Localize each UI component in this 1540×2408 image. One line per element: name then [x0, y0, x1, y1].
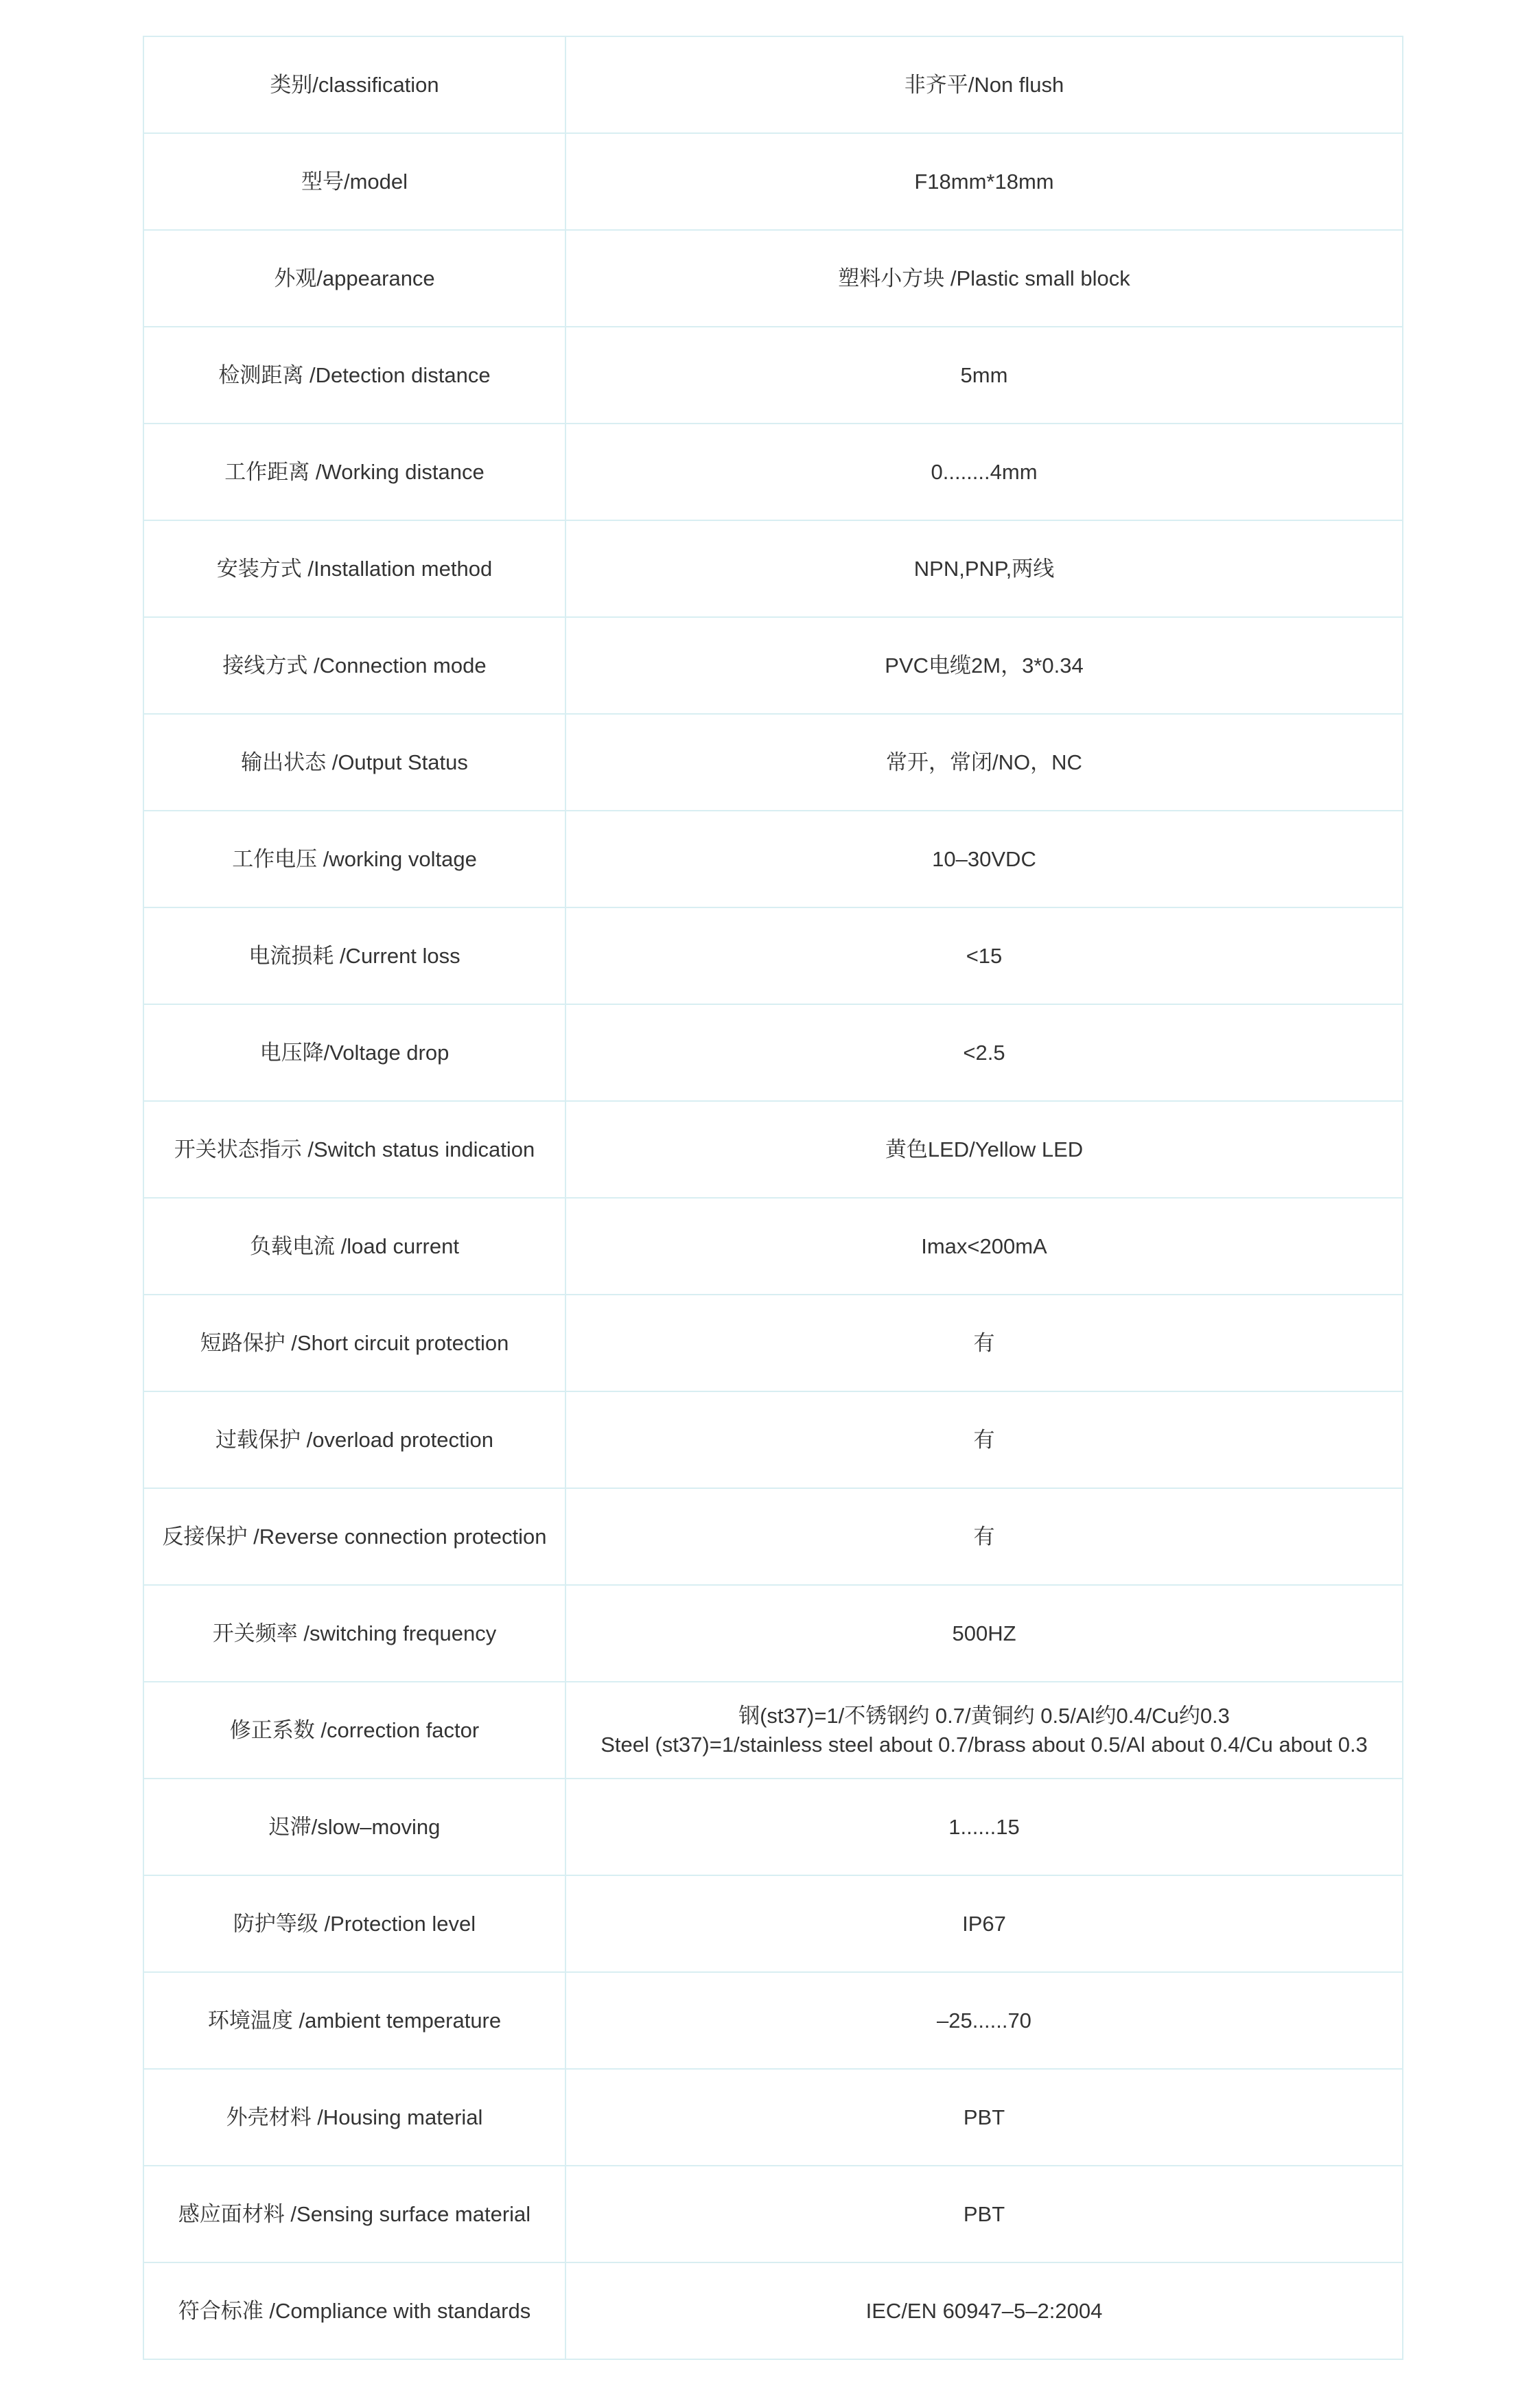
spec-value: <15 [565, 907, 1403, 1004]
table-row [143, 1779, 1403, 1875]
spec-label: 过载保护 /overload protection [143, 1391, 565, 1488]
spec-value-multiline [565, 1682, 1403, 1779]
spec-label: 安装方式 /Installation method [143, 520, 565, 617]
spec-label: 感应面材料 /Sensing surface material [143, 2166, 565, 2262]
spec-value: 有 [565, 1488, 1403, 1585]
spec-value: IEC/EN 60947–5–2:2004 [565, 2262, 1403, 2359]
spec-value-line-zh: 钢(st37)=1/不锈钢约 0.7/黄铜约 0.5/Al约0.4/Cu约0.3 [738, 1703, 1230, 1728]
spec-label: 符合标准 /Compliance with standards [143, 2262, 565, 2359]
spec-label: 输出状态 /Output Status [143, 714, 565, 811]
table-row [143, 2262, 1403, 2359]
spec-label: 接线方式 /Connection mode [143, 617, 565, 714]
spec-value: PBT [565, 2069, 1403, 2166]
spec-label: 负载电流 /load current [143, 1198, 565, 1295]
spec-value: IP67 [565, 1875, 1403, 1972]
table-row [143, 617, 1403, 714]
spec-label: 环境温度 /ambient temperature [143, 1972, 565, 2069]
spec-value: 有 [565, 1295, 1403, 1391]
spec-value: –25......70 [565, 1972, 1403, 2069]
spec-value: PBT [565, 2166, 1403, 2262]
spec-label: 电压降/Voltage drop [143, 1004, 565, 1101]
spec-value: 5mm [565, 327, 1403, 424]
spec-value: PVC电缆2M，3*0.34 [565, 617, 1403, 714]
spec-label: 类别/classification [143, 36, 565, 133]
spec-value: 1......15 [565, 1779, 1403, 1875]
spec-value: 常开，常闭/NO，NC [565, 714, 1403, 811]
spec-label: 电流损耗 /Current loss [143, 907, 565, 1004]
spec-label: 开关频率 /switching frequency [143, 1585, 565, 1682]
spec-label: 外壳材料 /Housing material [143, 2069, 565, 2166]
spec-table [143, 36, 1403, 2360]
table-row [143, 2069, 1403, 2166]
spec-label: 外观/appearance [143, 230, 565, 327]
spec-label: 型号/model [143, 133, 565, 230]
table-row [143, 1488, 1403, 1585]
table-row [143, 1004, 1403, 1101]
spec-value-line-en: Steel (st37)=1/stainless steel about 0.7/brass about 0.5/Al about 0.4/Cu about 0.3 [600, 1732, 1368, 1757]
table-row [143, 1295, 1403, 1391]
spec-label: 防护等级 /Protection level [143, 1875, 565, 1972]
table-row [143, 424, 1403, 520]
spec-value: 非齐平/Non flush [565, 36, 1403, 133]
spec-value: 10–30VDC [565, 811, 1403, 907]
spec-label: 检测距离 /Detection distance [143, 327, 565, 424]
table-row [143, 1391, 1403, 1488]
table-row [143, 1101, 1403, 1198]
table-row [143, 811, 1403, 907]
spec-label: 工作距离 /Working distance [143, 424, 565, 520]
spec-table-body [143, 36, 1403, 2359]
spec-label: 迟滞/slow–moving [143, 1779, 565, 1875]
table-row [143, 907, 1403, 1004]
spec-value: 塑料小方块 /Plastic small block [565, 230, 1403, 327]
spec-value: 黄色LED/Yellow LED [565, 1101, 1403, 1198]
table-row [143, 520, 1403, 617]
table-row [143, 1585, 1403, 1682]
spec-value: 0........4mm [565, 424, 1403, 520]
table-row [143, 133, 1403, 230]
table-row [143, 714, 1403, 811]
spec-label: 工作电压 /working voltage [143, 811, 565, 907]
spec-value: 500HZ [565, 1585, 1403, 1682]
table-row [143, 1198, 1403, 1295]
spec-value: F18mm*18mm [565, 133, 1403, 230]
spec-label: 开关状态指示 /Switch status indication [143, 1101, 565, 1198]
table-row [143, 327, 1403, 424]
table-row [143, 2166, 1403, 2262]
spec-label: 反接保护 /Reverse connection protection [143, 1488, 565, 1585]
spec-label: 修正系数 /correction factor [143, 1682, 565, 1779]
table-row [143, 230, 1403, 327]
table-row [143, 1972, 1403, 2069]
spec-value: 有 [565, 1391, 1403, 1488]
spec-value: NPN,PNP,两线 [565, 520, 1403, 617]
spec-label: 短路保护 /Short circuit protection [143, 1295, 565, 1391]
table-row [143, 1875, 1403, 1972]
spec-value: <2.5 [565, 1004, 1403, 1101]
spec-value: Imax<200mA [565, 1198, 1403, 1295]
table-row [143, 36, 1403, 133]
table-row [143, 1682, 1403, 1779]
